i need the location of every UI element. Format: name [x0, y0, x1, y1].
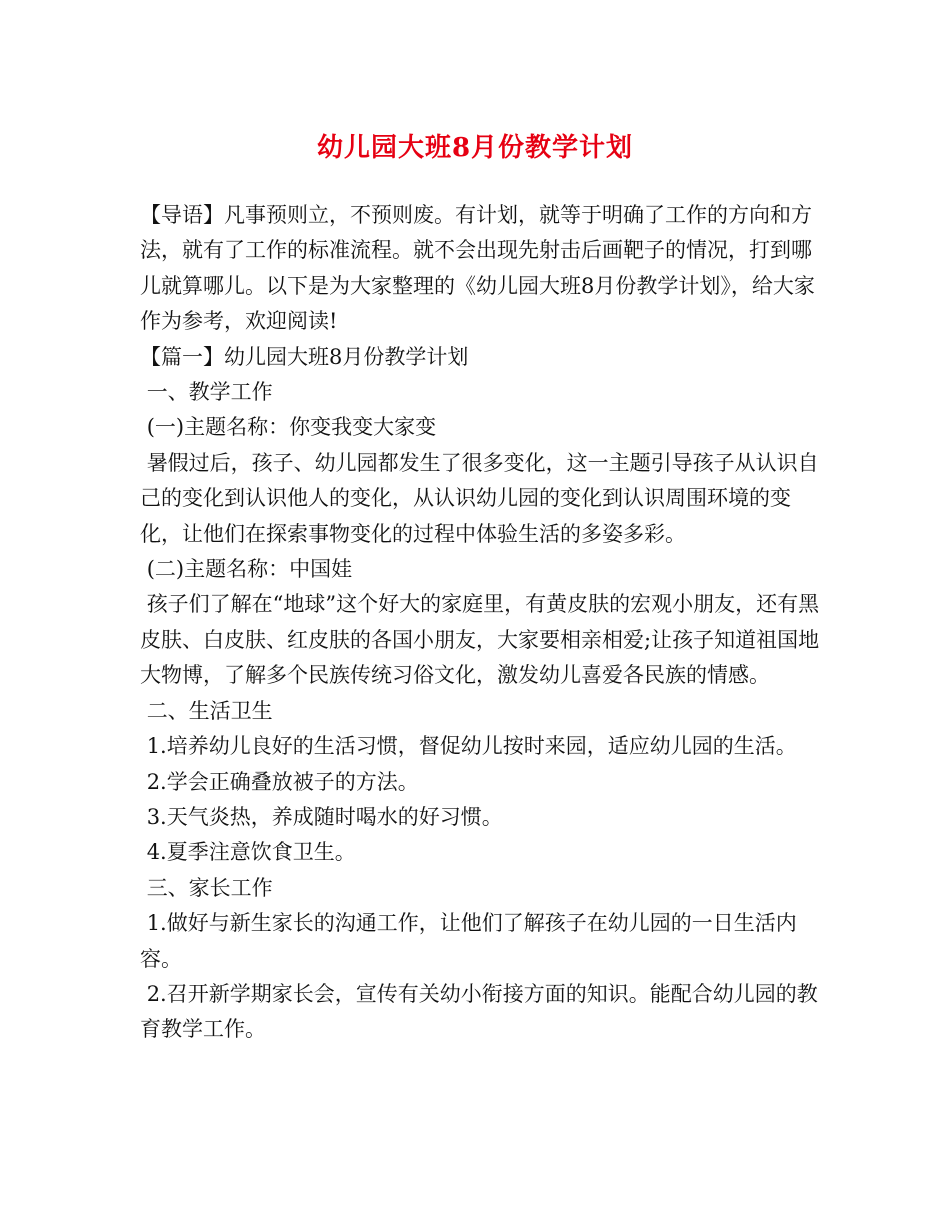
section-heading-parents: 三、家长工作 — [140, 875, 273, 900]
document-body — [140, 198, 820, 1048]
hygiene-item-2: 2.学会正确叠放被子的方法。 — [140, 769, 419, 794]
hygiene-item-3: 3.天气炎热，养成随时喝水的好习惯。 — [140, 804, 503, 829]
hygiene-item-1: 1.培养幼儿良好的生活习惯，督促幼儿按时来园，适应幼儿园的生活。 — [140, 734, 797, 759]
paragraph-theme-1: 暑假过后，孩子、幼儿园都发生了很多变化，这一主题引导孩子从认识自己的变化到认识他人的变化，从认识幼儿园的变化到认识周围环境的变化，让他们在探索事物变化的过程中体验生活的多姿多彩。 — [140, 450, 819, 546]
article-heading: 【篇一】幼儿园大班8月份教学计划 — [140, 344, 469, 369]
parents-item-1: 1.做好与新生家长的沟通工作，让他们了解孩子在幼儿园的一日生活内容。 — [140, 911, 797, 971]
parents-item-2: 2.召开新学期家长会，宣传有关幼小衔接方面的知识。能配合幼儿园的教育教学工作。 — [140, 981, 818, 1042]
subheading-theme-1: (一)主题名称：你变我变大家变 — [140, 415, 437, 440]
section-heading-teaching: 一、教学工作 — [140, 380, 273, 405]
intro-paragraph: 【导语】凡事预则立，不预则废。有计划，就等于明确了工作的方向和方法，就有了工作的标准流程。就不会出现先射击后画靶子的情况，打到哪儿就算哪儿。以下是为大家整理的《幼儿园大班8月份教学计划》，给大家作为参考，欢迎阅读! — [140, 203, 815, 334]
section-heading-hygiene: 二、生活卫生 — [140, 698, 273, 723]
hygiene-item-4: 4.夏季注意饮食卫生。 — [140, 840, 356, 865]
subheading-theme-2: (二)主题名称：中国娃 — [140, 557, 353, 582]
document-title: 幼儿园大班8月份教学计划 — [316, 133, 634, 163]
paragraph-theme-2: 孩子们了解在“地球”这个好大的家庭里，有黄皮肤的宏观小朋友，还有黑皮肤、白皮肤、红皮肤的各国小朋友，大家要相亲相爱;让孩子知道祖国地大物博，了解多个民族传统习俗文化，激发幼儿喜爱各民族的情感。 — [140, 592, 820, 688]
